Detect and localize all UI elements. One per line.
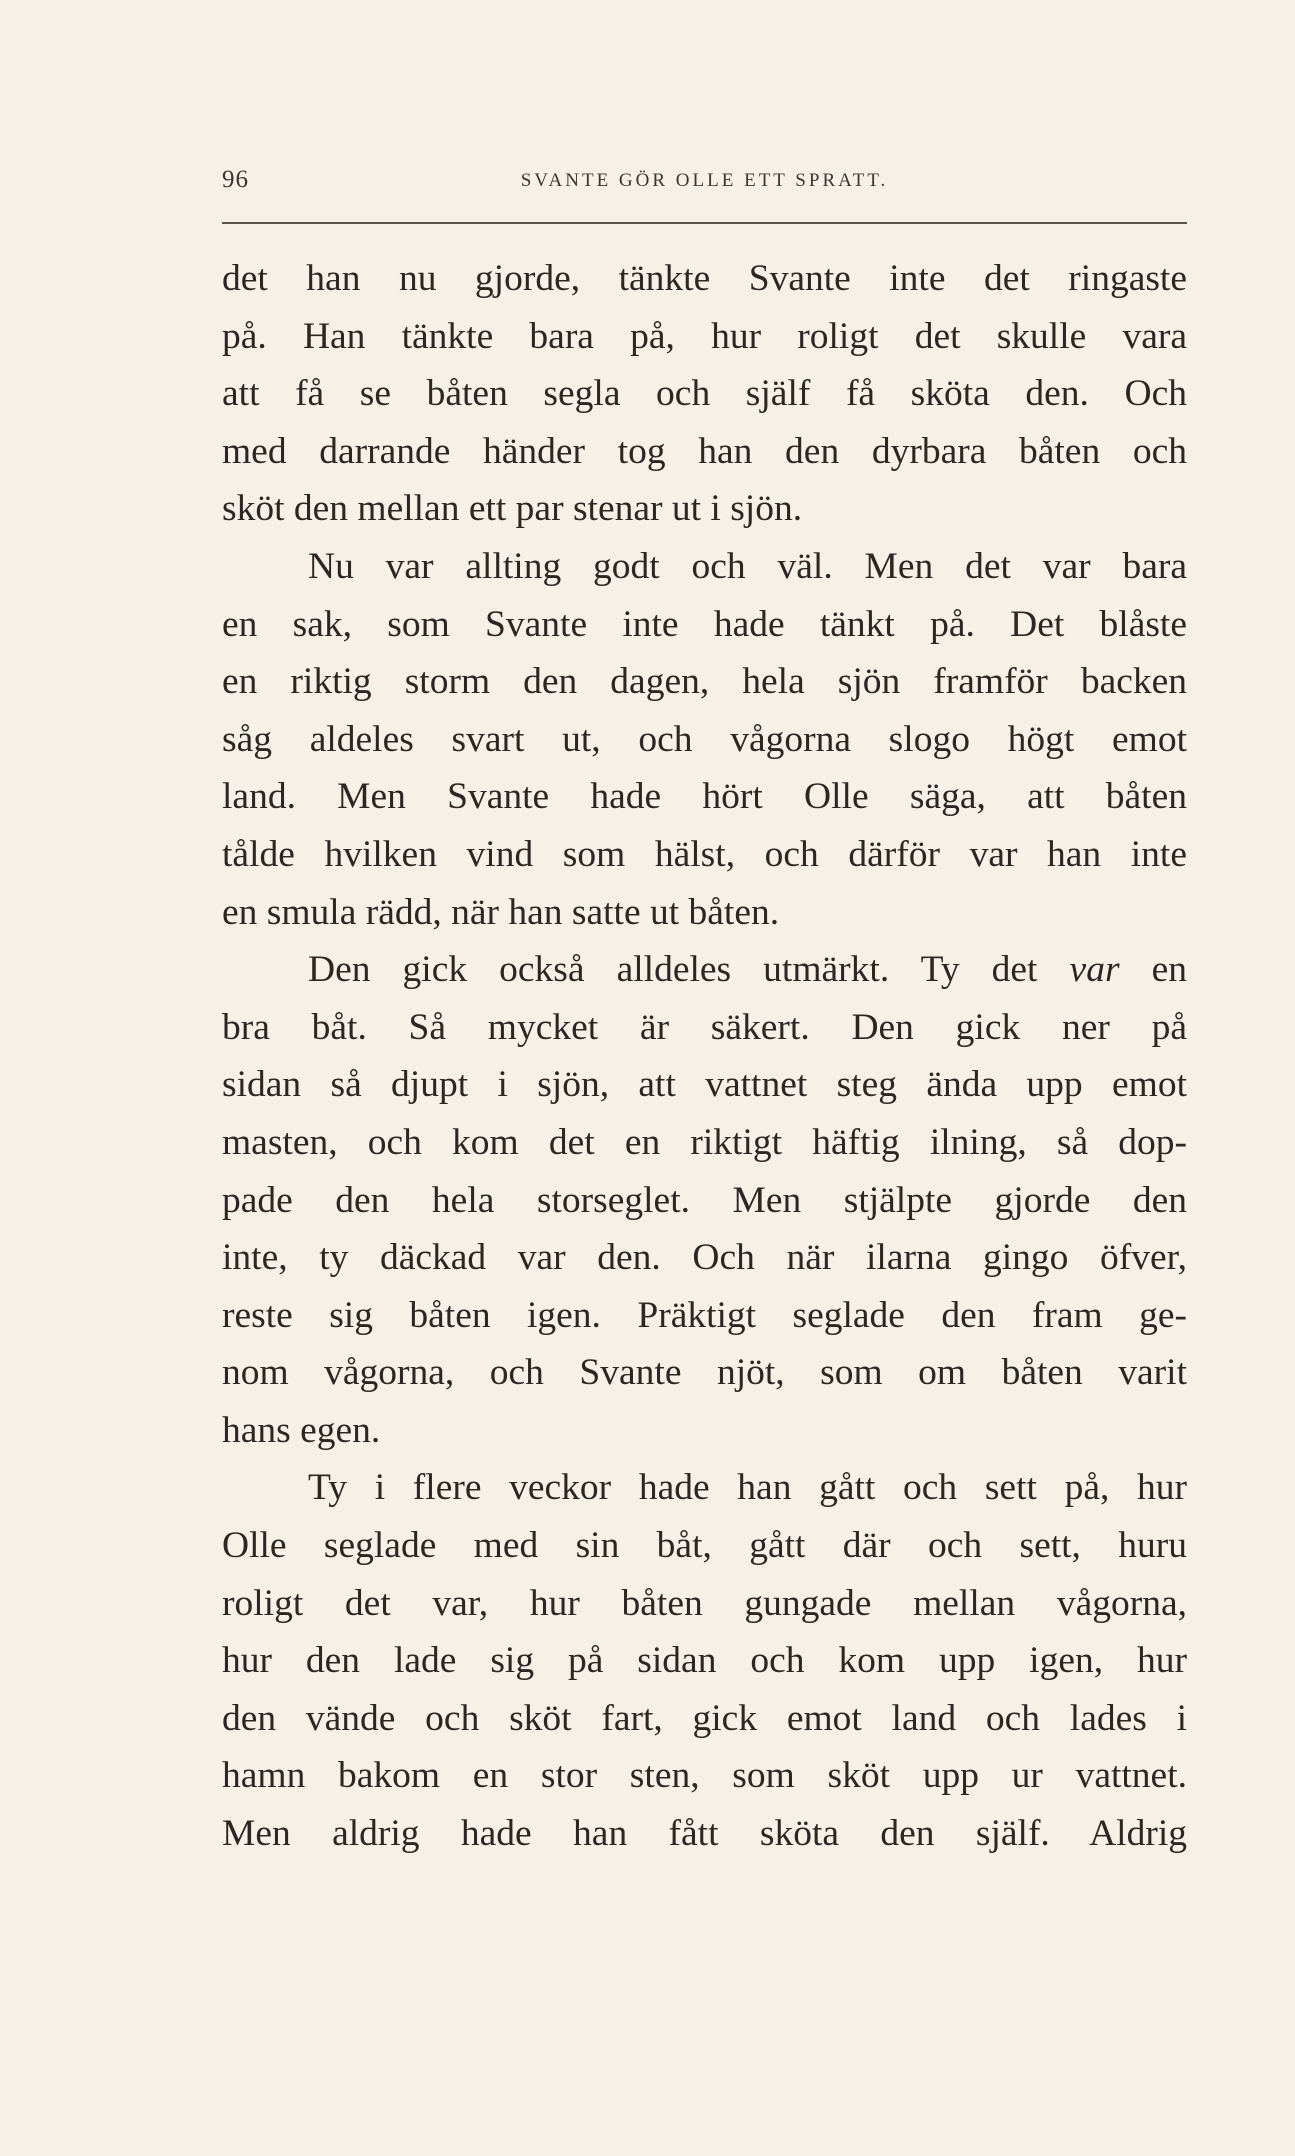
text-line: på. Han tänkte bara på, hur roligt det skulle vara	[222, 315, 1187, 357]
italic-word: var	[1069, 949, 1120, 991]
text-line: pade den hela storseglet. Men stjälpte gjorde den	[222, 1179, 1187, 1221]
text-line: reste sig båten igen. Präktigt seglade den fram ge-	[222, 1294, 1187, 1336]
text-line: hamn bakom en stor sten, som sköt upp ur vattnet.	[222, 1755, 1187, 1797]
text-line: inte, ty däckad var den. Och när ilarna gingo öfver,	[222, 1237, 1187, 1279]
text-line: masten, och kom det en riktigt häftig ilning, så dop-	[222, 1121, 1187, 1163]
text-line: Olle seglade med sin båt, gått där och sett, huru	[222, 1525, 1187, 1567]
text-line: Nu var allting godt och väl. Men det var bara	[308, 545, 1187, 587]
text-line	[222, 941, 1187, 999]
text-line: sidan så djupt i sjön, att vattnet steg ända upp emot	[222, 1064, 1187, 1106]
text-line: den vände och sköt fart, gick emot land och lades i	[222, 1697, 1187, 1739]
text-line: land. Men Svante hade hört Olle säga, att båten	[222, 776, 1187, 818]
text-line: bra båt. Så mycket är säkert. Den gick ner på	[222, 1006, 1187, 1048]
text-segment: en	[1119, 949, 1187, 991]
text-line: tålde hvilken vind som hälst, och därför var han inte	[222, 833, 1187, 875]
text-line: såg aldeles svart ut, och vågorna slogo högt emot	[222, 718, 1187, 760]
running-title: SVANTE GÖR OLLE ETT SPRATT.	[520, 170, 889, 191]
text-line: en riktig storm den dagen, hela sjön framför backen	[222, 661, 1187, 703]
text-line: nom vågorna, och Svante njöt, som om båten varit	[222, 1352, 1187, 1394]
text-line: med darrande händer tog han den dyrbara båten och	[222, 430, 1187, 472]
text-line: att få se båten segla och själf få sköta den. Och	[222, 373, 1187, 415]
text-line: en sak, som Svante inte hade tänkt på. Det blåste	[222, 603, 1187, 645]
text-line: Ty i flere veckor hade han gått och sett på, hur	[308, 1467, 1187, 1509]
page-header	[222, 166, 1187, 206]
text-line: en smula rädd, när han satte ut båten.	[222, 891, 780, 933]
text-line: hur den lade sig på sidan och kom upp igen, hur	[222, 1640, 1187, 1682]
text-line: Men aldrig hade han fått sköta den själf. Aldrig	[222, 1813, 1187, 1855]
body-text	[222, 250, 1187, 1863]
text-segment: Den gick också alldeles utmärkt. Ty det	[308, 949, 1070, 991]
text-line: det han nu gjorde, tänkte Svante inte det ringaste	[222, 258, 1187, 299]
text-line: roligt det var, hur båten gungade mellan vågorna,	[222, 1582, 1187, 1624]
text-line: hans egen.	[222, 1409, 381, 1451]
text-line: sköt den mellan ett par stenar ut i sjön.	[222, 488, 803, 530]
header-rule	[222, 222, 1187, 224]
page-number: 96	[222, 166, 249, 193]
